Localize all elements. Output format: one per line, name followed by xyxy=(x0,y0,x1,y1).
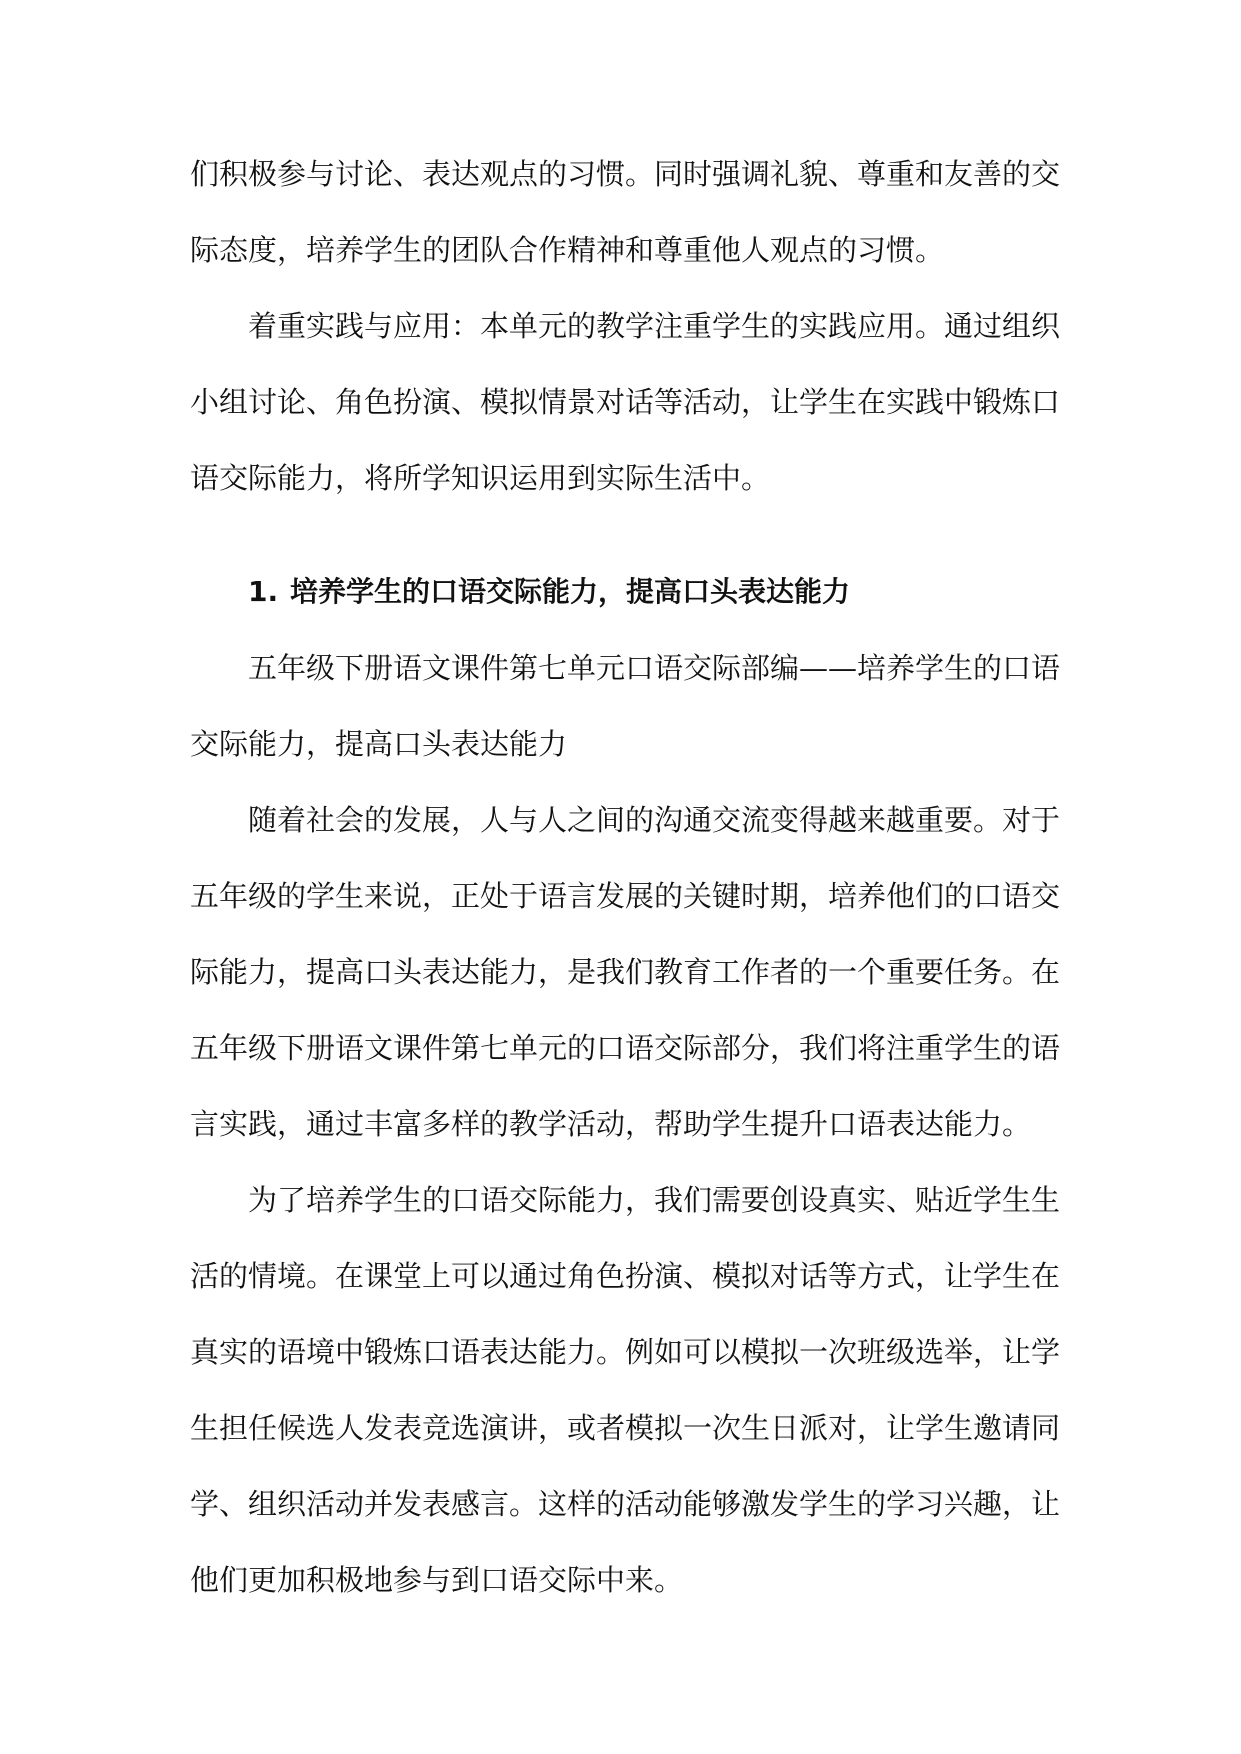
document-body xyxy=(190,136,1060,1618)
section-heading xyxy=(190,554,1060,630)
paragraph-situational-activities: 为了培养学生的口语交际能力，我们需要创设真实、贴近学生生活的情境。在课堂上可以通过角色扮演、模拟对话等方式，让学生在真实的语境中锻炼口语表达能力。例如可以模拟一次班级选举，让学生担任候选人发表竞选演讲，或者模拟一次生日派对，让学生邀请同学、组织活动并发表感言。这样的活动能够激发学生的学习兴趣，让他们更加积极地参与到口语交际中来。 xyxy=(190,1183,1061,1597)
paragraph-continuation: 们积极参与讨论、表达观点的习惯。同时强调礼貌、尊重和友善的交际态度，培养学生的团队合作精神和尊重他人观点的习惯。 xyxy=(190,157,1061,267)
section-heading-number: 1. xyxy=(248,575,279,608)
paragraph-practice-application: 着重实践与应用：本单元的教学注重学生的实践应用。通过组织小组讨论、角色扮演、模拟情景对话等活动，让学生在实践中锻炼口语交际能力，将所学知识运用到实际生活中。 xyxy=(190,309,1061,495)
section-heading-text: 培养学生的口语交际能力，提高口头表达能力 xyxy=(290,575,851,608)
paragraph-introduction: 随着社会的发展，人与人之间的沟通交流变得越来越重要。对于五年级的学生来说，正处于语言发展的关键时期，培养他们的口语交际能力，提高口头表达能力，是我们教育工作者的一个重要任务。在五年级下册语文课件第七单元的口语交际部分，我们将注重学生的语言实践，通过丰富多样的教学活动，帮助学生提升口语表达能力。 xyxy=(190,803,1061,1141)
paragraph-section-title-line: 五年级下册语文课件第七单元口语交际部编——培养学生的口语交际能力，提高口头表达能力 xyxy=(190,651,1061,761)
